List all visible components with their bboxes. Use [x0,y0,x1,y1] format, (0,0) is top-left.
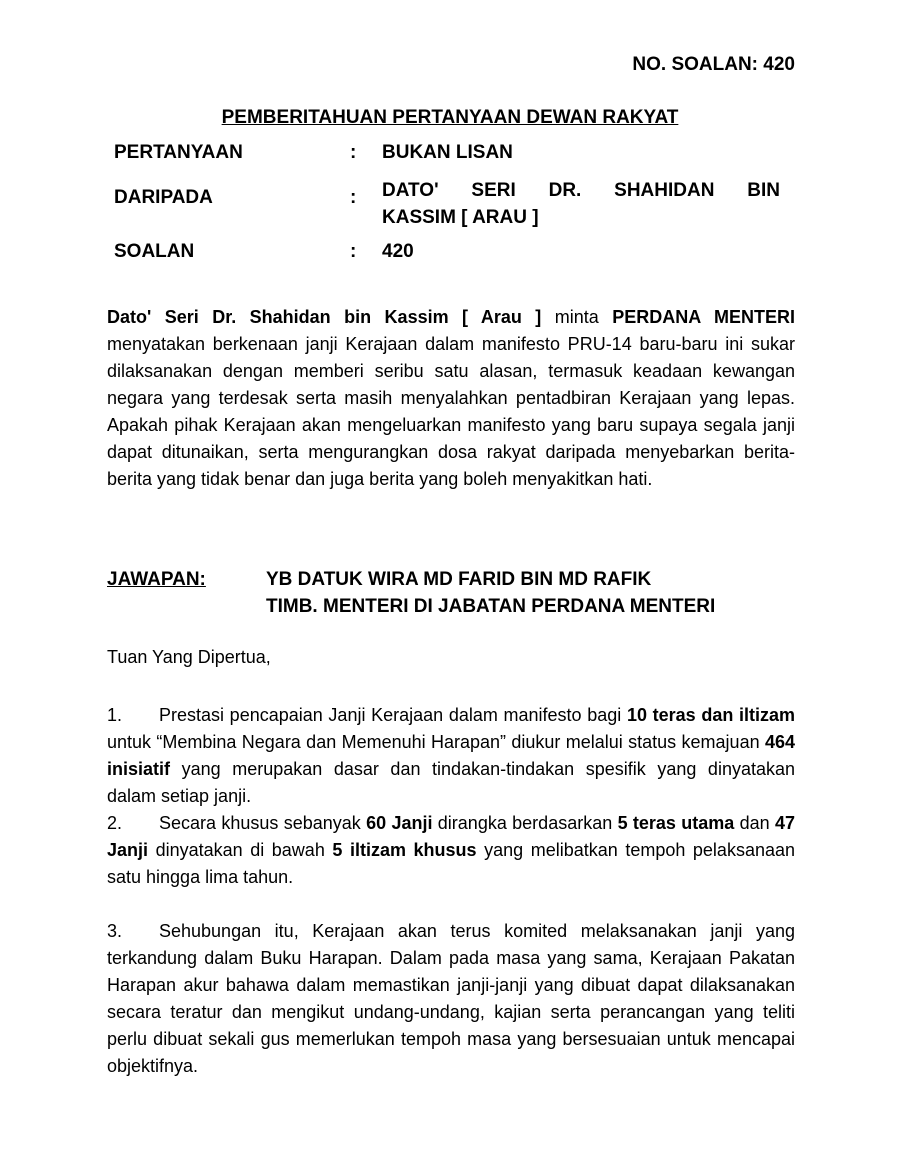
meta-label-pertanyaan: PERTANYAAN [114,142,243,163]
question-number: NO. SOALAN: 420 [632,54,795,75]
question-paragraph [107,304,795,493]
paragraph-text: yang merupakan dasar dan tindakan-tindakan spesifik yang dinyatakan dalam setiap janji. [107,759,795,806]
document-title: PEMBERITAHUAN PERTANYAAN DEWAN RAKYAT [221,107,679,128]
paragraph-number: 2. [107,813,123,833]
meta-label-soalan: SOALAN [114,241,195,262]
question-asker: Dato' Seri Dr. Shahidan bin Kassim [ Arau ] [107,307,542,327]
paragraph-bold: 10 teras dan iltizam [626,705,795,725]
question-text: menyatakan berkenaan janji Kerajaan dalam manifesto PRU-14 baru-baru ini sukar dilaksanakan dengan memberi seribu satu alasan, termasuk keadaan kewangan negara yang terdesak serta masih menyalahkan pentadbiran Kerajaan yang lepas. Apakah pihak Kerajaan akan mengeluarkan manifesto yang baru supaya segala janji dapat ditunaikan, serta mengurangkan dosa rakyat daripada menyebarkan berita-berita yang tidak benar dan juga berita yang boleh menyakitkan hati. [107,334,795,489]
meta-row-daripada [112,177,792,233]
paragraph-text: Prestasi pencapaian Janji Kerajaan dalam manifesto bagi [159,705,627,725]
paragraph-text: dan [734,813,775,833]
meta-row-pertanyaan [112,142,792,168]
paragraph-bold: 47 Janji [107,813,795,860]
meta-value-daripada [382,177,780,231]
respondent-position: TIMB. MENTERI DI JABATAN PERDANA MENTERI [266,596,716,617]
answer-paragraph-2 [107,810,795,891]
meta-colon: : [350,142,357,163]
answer-respondent [266,566,715,620]
paragraph-text: untuk “Membina Negara dan Memenuhi Harapan” diukur melalui status kemajuan [107,732,765,752]
paragraph-bold: 464 inisiatif [107,732,795,779]
paragraph-text: dirangka berdasarkan [432,813,618,833]
answer-label: JAWAPAN: [107,569,206,590]
answer-paragraph-3 [107,918,795,1080]
meta-colon: : [350,187,357,208]
respondent-name: YB DATUK WIRA MD FARID BIN MD RAFIK [266,569,652,590]
paragraph-number: 3. [107,921,123,941]
answer-paragraph-1 [107,702,795,810]
paragraph-text: Secara khusus sebanyak [159,813,367,833]
meta-colon: : [350,241,357,262]
paragraph-bold: 5 teras utama [617,813,735,833]
meta-value-soalan: 420 [382,241,414,262]
paragraph-text: yang melibatkan tempoh pelaksanaan satu hingga lima tahun. [107,840,795,887]
paragraph-bold: 5 iltizam khusus [332,840,477,860]
paragraph-text: dinyatakan di bawah [148,840,333,860]
question-text: minta [541,307,613,327]
paragraph-text: Sehubungan itu, Kerajaan akan terus komited melaksanakan janji yang terkandung dalam Buku Harapan. Dalam pada masa yang sama, Kerajaan Pakatan Harapan akur bahawa dalam memastikan janji-janji yang dibuat dapat dilaksanakan secara teratur dan mengikut undang-undang, kajian serta perancangan yang teliti perlu dibuat sekali gus memerlukan tempoh masa yang bersesuaian untuk mencapai objektifnya. [107,921,795,1076]
greeting: Tuan Yang Dipertua, [107,647,271,667]
question-addressee: PERDANA MENTERI [612,307,795,327]
meta-value-daripada-line2: KASSIM [ ARAU ] [382,207,539,228]
paragraph-number: 1. [107,705,123,725]
meta-label-daripada: DARIPADA [114,187,213,208]
paragraph-bold: 60 Janji [366,813,433,833]
meta-value-daripada-line1: DATO' SERI DR. SHAHIDAN BIN [382,180,780,201]
meta-row-soalan [112,241,792,267]
meta-value-pertanyaan: BUKAN LISAN [382,142,513,163]
